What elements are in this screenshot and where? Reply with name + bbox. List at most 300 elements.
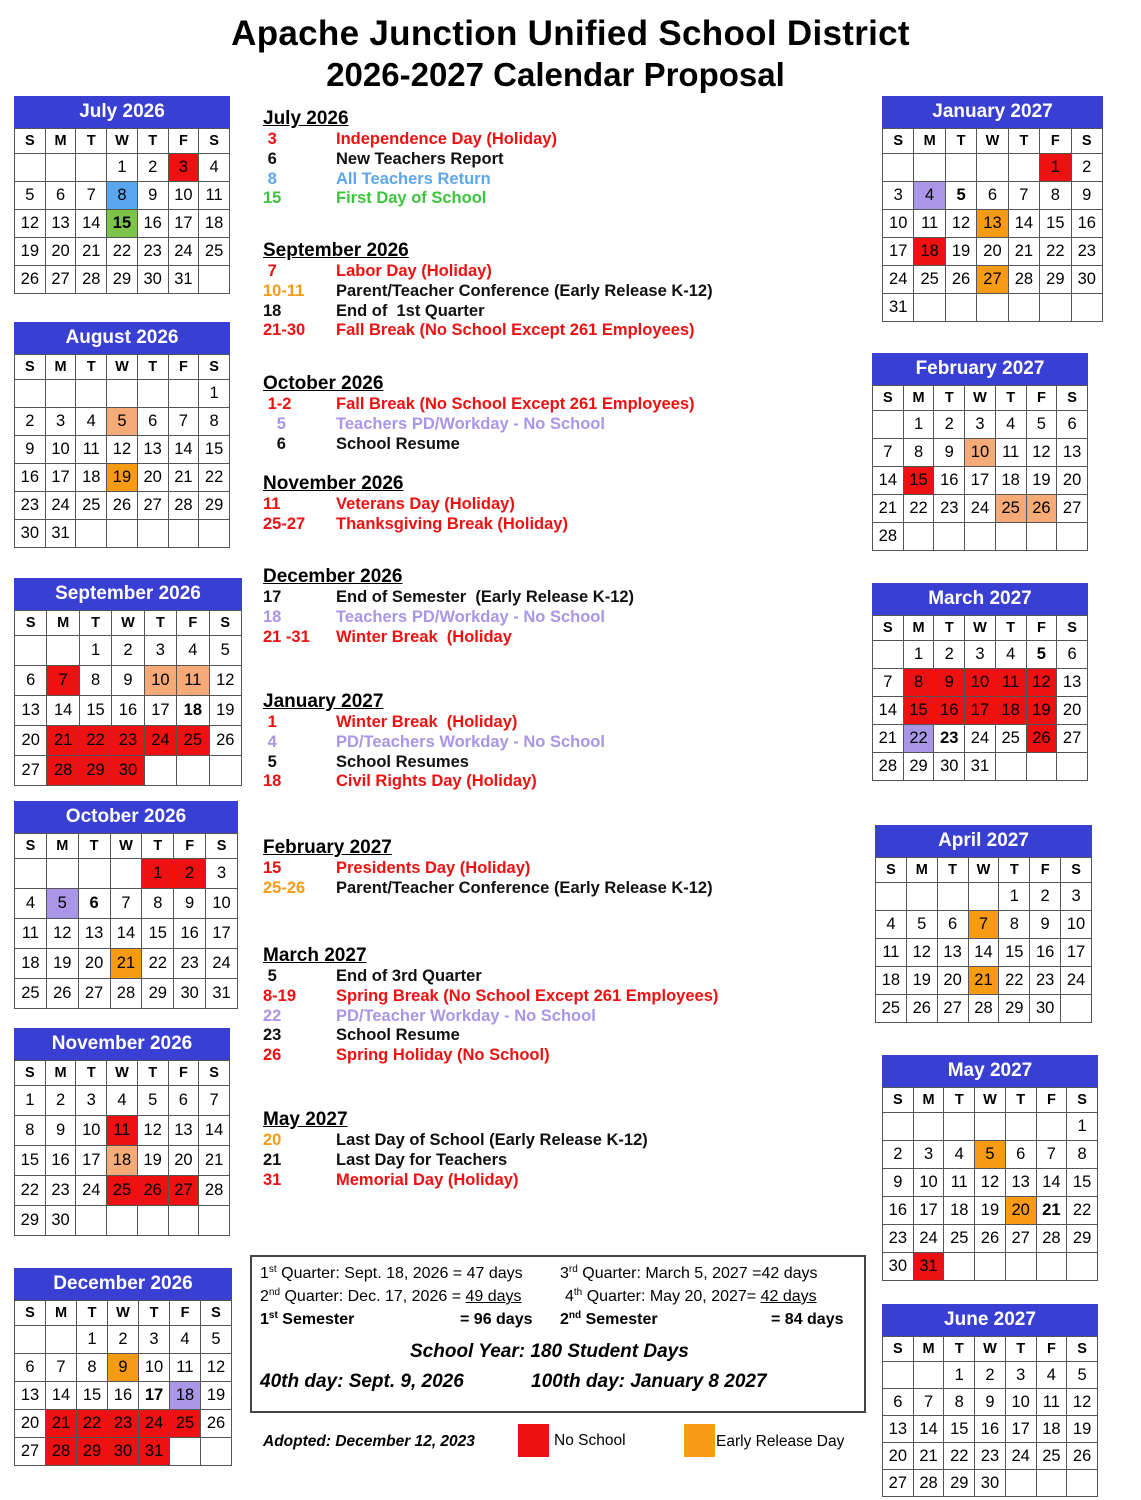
- event-description: End of Semester (Early Release K-12): [336, 588, 635, 606]
- calendar-day: 12: [209, 666, 241, 696]
- calendar-empty-cell: [15, 1326, 46, 1354]
- calendar-day: 27: [1057, 495, 1088, 523]
- calendar-day: 25: [15, 979, 47, 1009]
- calendar-week-row: [883, 182, 1103, 210]
- calendar-day: 9: [934, 669, 965, 697]
- event-item: [263, 150, 557, 170]
- calendar-week-row: [15, 1438, 232, 1466]
- calendar-day: 23: [1030, 967, 1061, 995]
- calendar-week-row: [15, 464, 230, 492]
- calendar-empty-cell: [46, 1326, 77, 1354]
- event-description: Civil Rights Day (Holiday): [336, 772, 537, 791]
- weekday-header-row: [15, 611, 242, 636]
- weekday-label: T: [137, 1061, 168, 1086]
- calendar-day: 1: [15, 1086, 46, 1116]
- calendar-empty-cell: [1040, 294, 1071, 322]
- calendar-empty-cell: [168, 520, 199, 548]
- calendar-day: 22: [999, 967, 1030, 995]
- calendar-month-title: July 2026: [14, 96, 230, 128]
- calendar-empty-cell: [1005, 1470, 1036, 1497]
- calendar-week-row: [873, 411, 1088, 439]
- calendar-day: 28: [913, 1470, 944, 1497]
- calendar-empty-cell: [1067, 1253, 1098, 1281]
- calendar-day: 13: [78, 919, 110, 949]
- calendar-day: 23: [15, 492, 46, 520]
- calendar-day: 11: [876, 939, 907, 967]
- calendar-day: 23: [45, 1176, 76, 1206]
- calendar-day: 10: [76, 1116, 107, 1146]
- event-description: New Teachers Report: [336, 149, 504, 168]
- weekday-label: M: [45, 129, 76, 154]
- calendar-day: 6: [937, 911, 968, 939]
- calendar-empty-cell: [137, 520, 168, 548]
- calendar-day: 9: [934, 439, 965, 467]
- calendar-empty-cell: [913, 1113, 944, 1141]
- calendar-day: 27: [1057, 725, 1088, 753]
- calendar-week-row: [15, 1410, 232, 1438]
- calendar-empty-cell: [944, 1253, 975, 1281]
- calendar-day: 20: [15, 1410, 46, 1438]
- calendar-day: 17: [139, 1382, 170, 1410]
- weekday-label: M: [46, 1301, 77, 1326]
- calendar-day: 11: [177, 666, 209, 696]
- calendar-week-row: [15, 919, 238, 949]
- calendar-day: 26: [46, 979, 78, 1009]
- calendar-day: 20: [883, 1443, 914, 1470]
- event-description: School Resume: [336, 1026, 460, 1045]
- event-item: [263, 1171, 648, 1191]
- weekday-header-row: [883, 129, 1103, 154]
- calendar-week-row: [873, 669, 1088, 697]
- calendar-day: 9: [174, 889, 206, 919]
- event-section: [263, 566, 634, 647]
- calendar-empty-cell: [937, 883, 968, 911]
- calendar-empty-cell: [1005, 1113, 1036, 1141]
- day-100: 100th day: January 8 2027: [531, 1371, 767, 1392]
- calendar-day: 2: [108, 1326, 139, 1354]
- calendar-day: 2: [112, 636, 144, 666]
- calendar-day: 9: [112, 666, 144, 696]
- event-date: 4: [263, 732, 277, 751]
- calendar-day: 12: [945, 210, 976, 238]
- event-section-title: February 2027: [263, 837, 392, 858]
- calendar-week-row: [15, 1382, 232, 1410]
- calendar-empty-cell: [78, 859, 110, 889]
- calendar-day: 5: [1067, 1362, 1098, 1389]
- calendar-day: 20: [15, 726, 47, 756]
- event-item: [263, 733, 605, 753]
- calendar-week-row: [883, 1416, 1098, 1443]
- calendar-empty-cell: [873, 411, 904, 439]
- event-date: 20: [263, 1131, 282, 1149]
- calendar-day: 23: [934, 725, 965, 753]
- calendar-week-row: [873, 641, 1088, 669]
- calendar-day: 28: [110, 979, 142, 1009]
- weekday-label: W: [975, 1337, 1006, 1362]
- calendar-empty-cell: [968, 883, 999, 911]
- event-item: [263, 772, 605, 792]
- calendar-day: 13: [937, 939, 968, 967]
- calendar-day: 11: [15, 919, 47, 949]
- calendar-day: 8: [107, 182, 138, 210]
- calendar-day: 15: [15, 1146, 46, 1176]
- q4-line: 4th Quarter: May 20, 2027= 42 days: [565, 1287, 817, 1305]
- calendar-week-row: [15, 696, 242, 726]
- weekday-label: S: [15, 355, 46, 380]
- calendar-day: 12: [15, 210, 46, 238]
- calendar-week-row: [15, 436, 230, 464]
- calendar-grid: [875, 857, 1092, 1023]
- event-date: 18: [263, 301, 282, 320]
- event-description: Spring Break (No School Except 261 Employees): [336, 986, 719, 1005]
- calendar-day: 6: [15, 666, 47, 696]
- calendar-day: 17: [913, 1197, 944, 1225]
- calendar-month-title: September 2026: [14, 578, 242, 610]
- calendar-day: 18: [995, 467, 1026, 495]
- event-description: Teachers PD/Workday - No School: [336, 414, 605, 433]
- calendar-day: 5: [137, 1086, 168, 1116]
- weekday-label: F: [1036, 1337, 1067, 1362]
- weekday-label: S: [15, 611, 47, 636]
- calendar-grid: [872, 385, 1088, 551]
- calendar-empty-cell: [168, 1206, 199, 1236]
- calendar-empty-cell: [168, 380, 199, 408]
- calendar-day: 29: [1040, 266, 1071, 294]
- calendar-day: 5: [975, 1141, 1006, 1169]
- calendar-day: 31: [965, 753, 996, 781]
- calendar-day: 3: [883, 182, 914, 210]
- calendar-day: 8: [944, 1389, 975, 1416]
- calendar-week-row: [883, 1225, 1098, 1253]
- calendar-day: 10: [206, 889, 238, 919]
- event-date: 1: [263, 713, 277, 731]
- weekday-header-row: [15, 129, 230, 154]
- calendar-day: 22: [142, 949, 174, 979]
- calendar-day: 15: [79, 696, 111, 726]
- calendar-day: 17: [76, 1146, 107, 1176]
- weekday-label: F: [170, 1301, 201, 1326]
- event-date: 26: [263, 1046, 282, 1065]
- weekday-label: T: [142, 834, 174, 859]
- event-description: End of 1st Quarter: [336, 301, 485, 320]
- calendar-week-row: [873, 467, 1088, 495]
- event-date: 21 -31: [263, 627, 310, 646]
- calendar-day: 19: [46, 949, 78, 979]
- event-date: 10-11: [263, 281, 305, 300]
- calendar-day: 5: [201, 1326, 232, 1354]
- calendar-day: 15: [944, 1416, 975, 1443]
- calendar-week-row: [883, 1113, 1098, 1141]
- event-description: Winter Break (Holiday): [336, 713, 518, 731]
- calendar-day: 18: [76, 464, 107, 492]
- weekday-label: T: [79, 611, 111, 636]
- weekday-label: S: [883, 129, 914, 154]
- weekday-label: S: [876, 858, 907, 883]
- event-description: Memorial Day (Holiday): [336, 1170, 519, 1189]
- calendar-day: 21: [47, 726, 79, 756]
- calendar-day: 18: [177, 696, 209, 726]
- event-date: 1-2: [263, 395, 292, 413]
- calendar-day: 10: [883, 210, 914, 238]
- calendar-day: 7: [76, 182, 107, 210]
- calendar-day: 5: [107, 408, 138, 436]
- calendar-day: 18: [170, 1382, 201, 1410]
- calendar-day: 2: [45, 1086, 76, 1116]
- calendar-week-row: [15, 154, 230, 182]
- semester1-line: 1st Semester: [260, 1310, 355, 1328]
- calendar-day: 21: [873, 725, 904, 753]
- calendar-week-row: [883, 1253, 1098, 1281]
- calendar-empty-cell: [1057, 753, 1088, 781]
- calendar-empty-cell: [15, 154, 46, 182]
- weekday-label: S: [1057, 386, 1088, 411]
- calendar-day: 20: [977, 238, 1008, 266]
- calendar-day: 31: [206, 979, 238, 1009]
- calendar-day: 15: [1040, 210, 1071, 238]
- calendar-day: 8: [15, 1116, 46, 1146]
- weekday-label: S: [1067, 1337, 1098, 1362]
- district-title: Apache Junction Unified School District: [231, 14, 910, 53]
- calendar-day: 23: [112, 726, 144, 756]
- calendar-empty-cell: [883, 154, 914, 182]
- event-section: [263, 691, 605, 792]
- event-item: [263, 170, 557, 190]
- calendar-day: 14: [168, 436, 199, 464]
- calendar-day: 9: [108, 1354, 139, 1382]
- calendar-empty-cell: [876, 883, 907, 911]
- calendar-week-row: [883, 1197, 1098, 1225]
- event-section-title: October 2026: [263, 373, 384, 394]
- calendar-day: 30: [174, 979, 206, 1009]
- calendar-day: 22: [77, 1410, 108, 1438]
- calendar-day: 24: [883, 266, 914, 294]
- event-description: Last Day for Teachers: [336, 1150, 508, 1169]
- weekday-label: T: [76, 355, 107, 380]
- calendar-day: 5: [906, 911, 937, 939]
- calendar-day: 12: [46, 919, 78, 949]
- weekday-label: S: [873, 386, 904, 411]
- calendar-day: 19: [209, 696, 241, 726]
- calendar-day: 8: [77, 1354, 108, 1382]
- event-item: [263, 859, 713, 879]
- calendar-day: 16: [137, 210, 168, 238]
- calendar-day: 4: [995, 641, 1026, 669]
- calendar-february-2027: [872, 353, 1088, 551]
- event-section: [263, 837, 713, 899]
- calendar-day: 17: [965, 697, 996, 725]
- calendar-day: 19: [1026, 697, 1057, 725]
- calendar-day: 30: [112, 756, 144, 786]
- weekday-label: T: [78, 834, 110, 859]
- weekday-label: S: [199, 355, 230, 380]
- calendar-day: 1: [1040, 154, 1071, 182]
- calendar-day: 17: [883, 238, 914, 266]
- calendar-day: 27: [168, 1176, 199, 1206]
- calendar-week-row: [15, 182, 230, 210]
- event-date: 5: [263, 414, 286, 433]
- no-school-legend-label: No School: [554, 1432, 626, 1449]
- event-item: [263, 435, 695, 455]
- calendar-day: 13: [137, 436, 168, 464]
- calendar-day: 10: [1005, 1389, 1036, 1416]
- event-date: 8-19: [263, 986, 297, 1005]
- calendar-day: 30: [108, 1438, 139, 1466]
- calendar-day: 28: [199, 1176, 230, 1206]
- calendar-day: 30: [1030, 995, 1061, 1023]
- calendar-day: 6: [45, 182, 76, 210]
- calendar-day: 30: [934, 753, 965, 781]
- calendar-empty-cell: [177, 756, 209, 786]
- calendar-grid: [14, 1300, 232, 1466]
- calendar-day: 3: [168, 154, 199, 182]
- calendar-day: 31: [913, 1253, 944, 1281]
- calendar-day: 8: [999, 911, 1030, 939]
- calendar-day: 22: [79, 726, 111, 756]
- calendar-day: 7: [913, 1389, 944, 1416]
- calendar-day: 13: [1005, 1169, 1036, 1197]
- calendar-day: 20: [168, 1146, 199, 1176]
- calendar-september-2026: [14, 578, 242, 786]
- weekday-label: S: [209, 611, 241, 636]
- event-date: 23: [263, 1026, 282, 1045]
- calendar-day: 6: [977, 182, 1008, 210]
- calendar-week-row: [883, 1169, 1098, 1197]
- event-item: [263, 515, 568, 535]
- calendar-day: 24: [913, 1225, 944, 1253]
- calendar-week-row: [15, 1086, 230, 1116]
- calendar-day: 28: [47, 756, 79, 786]
- calendar-day: 27: [45, 266, 76, 294]
- calendar-day: 26: [1067, 1443, 1098, 1470]
- calendar-day: 22: [107, 238, 138, 266]
- event-item: [263, 302, 713, 322]
- calendar-empty-cell: [975, 1253, 1006, 1281]
- calendar-day: 25: [995, 495, 1026, 523]
- calendar-day: 15: [199, 436, 230, 464]
- weekday-header-row: [15, 1061, 230, 1086]
- event-item: [263, 189, 557, 209]
- event-section: [263, 108, 557, 209]
- calendar-day: 29: [1067, 1225, 1098, 1253]
- event-section: [263, 473, 568, 535]
- event-date: 31: [263, 1170, 282, 1189]
- event-item: [263, 1151, 648, 1171]
- calendar-grid: [14, 1060, 230, 1236]
- calendar-day: 2: [883, 1141, 914, 1169]
- calendar-week-row: [876, 967, 1092, 995]
- calendar-day: 9: [45, 1116, 76, 1146]
- calendar-day: 10: [1061, 911, 1092, 939]
- calendar-day: 6: [15, 1354, 46, 1382]
- weekday-label: M: [45, 355, 76, 380]
- event-item: [263, 608, 634, 628]
- event-section-title: July 2026: [263, 108, 349, 129]
- calendar-day: 3: [965, 411, 996, 439]
- weekday-label: M: [47, 611, 79, 636]
- weekday-label: T: [76, 1061, 107, 1086]
- weekday-label: F: [1036, 1088, 1067, 1113]
- calendar-empty-cell: [110, 859, 142, 889]
- calendar-day: 4: [876, 911, 907, 939]
- calendar-month-title: November 2026: [14, 1028, 230, 1060]
- calendar-week-row: [876, 995, 1092, 1023]
- event-description: Winter Break (Holiday: [336, 627, 512, 646]
- calendar-day: 27: [15, 1438, 46, 1466]
- calendar-empty-cell: [76, 154, 107, 182]
- calendar-week-row: [883, 1362, 1098, 1389]
- weekday-label: S: [1067, 1088, 1098, 1113]
- calendar-day: 21: [913, 1443, 944, 1470]
- event-section: [263, 373, 695, 454]
- calendar-day: 13: [1057, 669, 1088, 697]
- weekday-label: S: [15, 129, 46, 154]
- calendar-day: 4: [944, 1141, 975, 1169]
- calendar-day: 19: [1067, 1416, 1098, 1443]
- calendar-day: 5: [1026, 411, 1057, 439]
- calendar-grid: [882, 1087, 1098, 1281]
- event-item: [263, 879, 713, 899]
- event-item: [263, 987, 718, 1007]
- calendar-day: 12: [906, 939, 937, 967]
- calendar-day: 3: [1005, 1362, 1036, 1389]
- calendar-day: 25: [170, 1410, 201, 1438]
- calendar-day: 13: [883, 1416, 914, 1443]
- calendar-empty-cell: [914, 294, 945, 322]
- calendar-day: 17: [1005, 1416, 1036, 1443]
- calendar-day: 16: [934, 467, 965, 495]
- calendar-day: 24: [206, 949, 238, 979]
- calendar-day: 20: [1005, 1197, 1036, 1225]
- calendar-day: 24: [144, 726, 176, 756]
- calendar-day: 15: [1067, 1169, 1098, 1197]
- weekday-label: T: [139, 1301, 170, 1326]
- calendar-week-row: [15, 979, 238, 1009]
- calendar-subtitle: 2026-2027 Calendar Proposal: [326, 56, 785, 93]
- calendar-day: 12: [1026, 669, 1057, 697]
- calendar-day: 8: [142, 889, 174, 919]
- calendar-day: 25: [995, 725, 1026, 753]
- calendar-day: 15: [142, 919, 174, 949]
- calendar-day: 27: [883, 1470, 914, 1497]
- calendar-day: 3: [965, 641, 996, 669]
- weekday-header-row: [15, 355, 230, 380]
- calendar-day: 29: [999, 995, 1030, 1023]
- calendar-day: 11: [170, 1354, 201, 1382]
- calendar-empty-cell: [873, 641, 904, 669]
- calendar-day: 15: [999, 939, 1030, 967]
- calendar-day: 5: [1026, 641, 1057, 669]
- calendar-week-row: [15, 859, 238, 889]
- calendar-week-row: [15, 492, 230, 520]
- calendar-week-row: [873, 523, 1088, 551]
- calendar-day: 8: [1067, 1141, 1098, 1169]
- calendar-day: 28: [968, 995, 999, 1023]
- calendar-day: 26: [201, 1410, 232, 1438]
- calendar-day: 21: [46, 1410, 77, 1438]
- calendar-day: 23: [174, 949, 206, 979]
- calendar-week-row: [15, 1176, 230, 1206]
- calendar-empty-cell: [170, 1438, 201, 1466]
- calendar-day: 5: [945, 182, 976, 210]
- event-item: [263, 321, 713, 341]
- calendar-day: 11: [944, 1169, 975, 1197]
- calendar-day: 23: [1071, 238, 1102, 266]
- calendar-day: 20: [78, 949, 110, 979]
- calendar-day: 11: [1036, 1389, 1067, 1416]
- calendar-day: 5: [15, 182, 46, 210]
- calendar-empty-cell: [934, 523, 965, 551]
- calendar-day: 12: [107, 436, 138, 464]
